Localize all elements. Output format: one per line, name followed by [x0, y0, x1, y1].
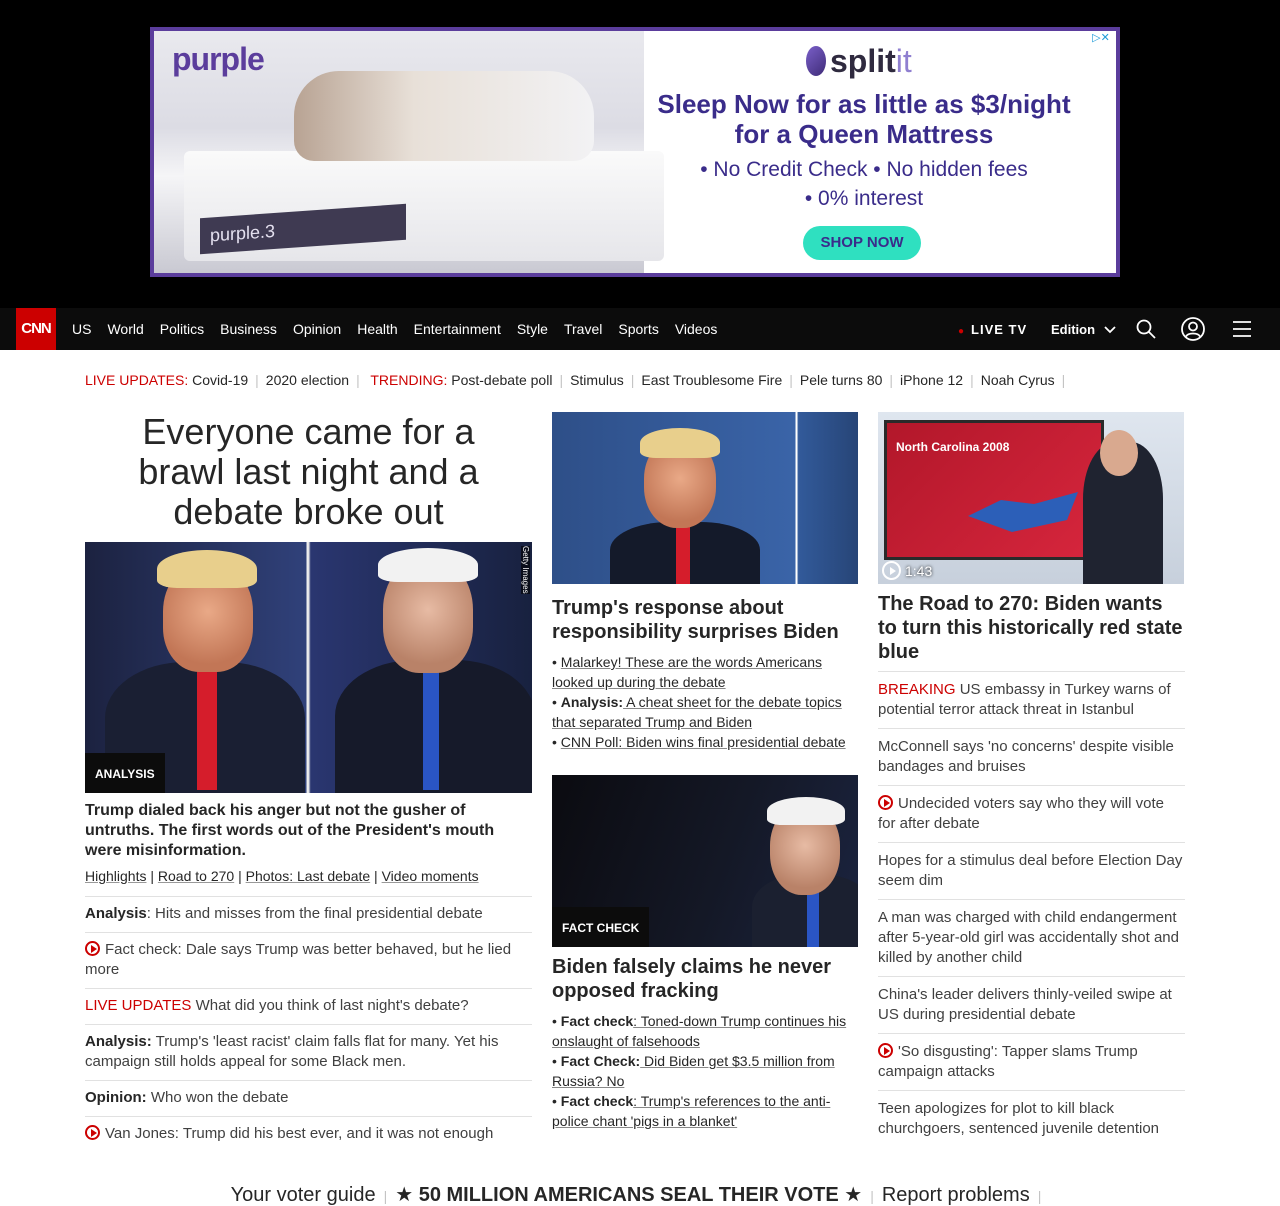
- nav-link-world[interactable]: World: [107, 321, 144, 337]
- trending-label: TRENDING:: [370, 372, 448, 388]
- nav-link-us[interactable]: US: [72, 321, 92, 337]
- top-navigation: [0, 308, 1280, 350]
- story-headline[interactable]: Trump's response about responsibility surprises Biden: [552, 597, 839, 643]
- ad-bullet: • No Credit Check • No hidden fees: [700, 158, 1028, 181]
- item-text: US embassy in Turkey warns of potential terror attack threat in Istanbul: [878, 681, 1171, 718]
- item-prefix: Analysis:: [85, 1033, 152, 1050]
- list-item[interactable]: [878, 842, 1185, 899]
- nav-link-videos[interactable]: Videos: [674, 321, 718, 337]
- duration-label: 1:43: [905, 562, 933, 579]
- voter-guide-link[interactable]: Your voter guide: [230, 1184, 376, 1206]
- trump-debate-image[interactable]: [552, 412, 858, 584]
- list-item[interactable]: [85, 932, 532, 988]
- advertisement-banner[interactable]: [150, 27, 1120, 277]
- item-prefix-sep: :: [146, 905, 151, 922]
- bullet-item[interactable]: • Fact check: Toned-down Trump continues his onslaught of falsehoods: [552, 1013, 847, 1049]
- item-text: McConnell says 'no concerns' despite visible bandages and bruises: [878, 738, 1174, 775]
- list-item[interactable]: [85, 1080, 532, 1116]
- live-tv-button[interactable]: [958, 322, 1027, 337]
- ad-shop-now-button[interactable]: SHOP NOW: [803, 226, 921, 260]
- menu-icon[interactable]: [1233, 320, 1251, 338]
- separator: |: [255, 372, 259, 388]
- item-text: Fact check: Dale says Trump was better behaved, but he lied more: [85, 941, 512, 978]
- trump-tie: [197, 670, 217, 790]
- biden-hair: [767, 797, 845, 825]
- trending-link[interactable]: Covid-19: [192, 372, 249, 388]
- separator: |: [889, 372, 894, 388]
- voter-banner-link[interactable]: ★ 50 MILLION AMERICANS SEAL THEIR VOTE ★: [395, 1184, 863, 1206]
- list-item[interactable]: [878, 1090, 1185, 1147]
- trump-hair: [157, 550, 257, 588]
- lead-headline[interactable]: Everyone came for a brawl last night and a debate broke out: [138, 411, 479, 532]
- story-headline[interactable]: The Road to 270: Biden wants to turn this historically red state blue: [878, 593, 1183, 663]
- biden-debate-image[interactable]: [552, 775, 858, 947]
- item-text: What did you think of last night's debate?: [191, 997, 469, 1014]
- story-bullets: [552, 1011, 858, 1131]
- list-item[interactable]: [878, 671, 1185, 728]
- story-bullets: [552, 652, 858, 752]
- bullet-text: A cheat sheet for the debate topics that separated Trump and Biden: [552, 694, 842, 730]
- map-title: North Carolina 2008: [896, 440, 1010, 454]
- trending-bar: [85, 372, 1072, 388]
- trending-link[interactable]: Pele turns 80: [799, 372, 883, 388]
- separator: |: [870, 1188, 874, 1204]
- nav-link-health[interactable]: Health: [357, 321, 398, 337]
- right-column: [878, 412, 1185, 1147]
- item-text: Teen apologizes for plot to kill black churchgoers, sentenced juvenile detention: [878, 1100, 1160, 1137]
- trump-hair: [640, 428, 720, 458]
- list-item[interactable]: [85, 1116, 532, 1152]
- list-item[interactable]: [878, 785, 1185, 842]
- item-text: A man was charged with child endangerment after 5-year-old girl was accidentally shot and killed by another child: [878, 909, 1179, 966]
- edition-label: Edition: [1051, 322, 1096, 337]
- right-story-list: [878, 671, 1185, 1147]
- separator: |: [1061, 372, 1066, 388]
- lead-story-list: [85, 896, 532, 1152]
- ad-base-label: purple.3: [200, 204, 406, 254]
- trump-tie: [676, 524, 690, 584]
- voter-guide-band: [0, 1182, 1280, 1206]
- live-updates-label: LIVE UPDATES: [85, 997, 192, 1014]
- list-item[interactable]: [878, 976, 1185, 1033]
- nav-link-politics[interactable]: Politics: [159, 321, 205, 337]
- separator: |: [356, 372, 360, 388]
- nav-link-sports[interactable]: Sports: [618, 321, 659, 337]
- breaking-label: BREAKING: [878, 681, 956, 698]
- related-link[interactable]: Road to 270: [157, 868, 235, 884]
- trending-link[interactable]: Post-debate poll: [451, 372, 553, 388]
- live-dot-icon: ●: [958, 326, 966, 337]
- biden-tie: [423, 670, 439, 790]
- lead-column: [85, 412, 532, 1152]
- list-item[interactable]: [878, 1033, 1185, 1090]
- nav-links: [72, 308, 733, 350]
- trending-link[interactable]: iPhone 12: [900, 372, 964, 388]
- trending-link[interactable]: East Troublesome Fire: [641, 372, 783, 388]
- middle-column: [552, 412, 858, 1131]
- item-text: 'So disgusting': Tapper slams Trump campaign attacks: [878, 1043, 1138, 1080]
- video-play-icon: [878, 1043, 893, 1058]
- item-text: China's leader delivers thinly-veiled swipe at US during presidential debate: [878, 986, 1172, 1023]
- ad-partner-name: split: [830, 43, 896, 79]
- ad-sleeper-image: [294, 71, 594, 161]
- list-item[interactable]: [878, 728, 1185, 785]
- ad-partner-logo: [806, 43, 912, 80]
- splitit-mark-icon: [806, 46, 826, 76]
- report-problems-link[interactable]: Report problems: [881, 1184, 1030, 1206]
- bullet-prefix: Fact Check:: [560, 1053, 641, 1069]
- ad-choices-icon[interactable]: ▷✕: [1086, 31, 1116, 45]
- bullet-item[interactable]: • Analysis: A cheat sheet for the debate topics that separated Trump and Biden: [552, 694, 842, 730]
- video-play-icon: [85, 1125, 100, 1140]
- bullet-prefix: Fact check: [560, 1093, 634, 1109]
- ad-brand-logo: purple: [172, 41, 264, 77]
- video-play-icon: [85, 941, 100, 956]
- bullet-prefix: Fact check: [560, 1013, 634, 1029]
- related-link[interactable]: Photos: Last debate: [245, 868, 371, 884]
- ad-headline: Sleep Now for as little as $3/night for a Queen Mattress: [657, 89, 1071, 149]
- biden-hair: [378, 548, 478, 582]
- related-link[interactable]: Highlights: [85, 868, 147, 884]
- bullet-item[interactable]: • CNN Poll: Biden wins final presidential debate: [552, 734, 846, 750]
- list-item[interactable]: [85, 896, 532, 932]
- analysis-tag: ANALYSIS: [85, 753, 165, 793]
- list-item[interactable]: [85, 1024, 532, 1080]
- ad-zone: [0, 0, 1280, 308]
- search-icon[interactable]: [1136, 319, 1156, 339]
- item-text: Hopes for a stimulus deal before Election Day seem dim: [878, 852, 1183, 889]
- bullet-text: Did Biden get $3.5 million from Russia? No: [552, 1053, 835, 1089]
- chevron-down-icon: [1104, 326, 1116, 334]
- separator: |: [383, 1188, 388, 1204]
- item-text: Undecided voters say who they will vote for after debate: [878, 795, 1164, 832]
- separator: |: [630, 372, 635, 388]
- play-icon: [882, 561, 901, 580]
- lead-related-links: Highlights | Road to 270 | Photos: Last debate | Video moments: [85, 868, 479, 884]
- bullet-text: : Toned-down Trump continues his onslaught of falsehoods: [552, 1013, 847, 1049]
- ad-bullets: [644, 155, 1084, 213]
- image-credit: Getty Images: [521, 546, 530, 594]
- nav-link-entertainment[interactable]: Entertainment: [413, 321, 501, 337]
- item-prefix: Analysis: [85, 905, 147, 922]
- item-prefix: Opinion:: [85, 1089, 147, 1106]
- list-item[interactable]: [878, 899, 1185, 976]
- ad-photo: [154, 31, 644, 273]
- bullet-item[interactable]: • Fact check: Trump's references to the anti-police chant 'pigs in a blanket': [552, 1093, 831, 1129]
- cnn-logo[interactable]: CNN: [16, 308, 56, 350]
- ad-bullet: • 0% interest: [804, 187, 924, 210]
- lead-image[interactable]: [85, 542, 532, 793]
- lead-subheadline[interactable]: Trump dialed back his anger but not the gusher of untruths. The first words out of the President's mouth were misinformation.: [85, 802, 495, 859]
- bullet-item[interactable]: • Malarkey! These are the words Americans looked up during the debate: [552, 654, 822, 690]
- live-updates-label: LIVE UPDATES:: [85, 372, 189, 388]
- separator: |: [789, 372, 793, 388]
- item-text: Who won the debate: [146, 1089, 289, 1106]
- item-text: Hits and misses from the final presidential debate: [150, 905, 483, 922]
- nav-link-business[interactable]: Business: [220, 321, 277, 337]
- video-duration: [882, 561, 932, 580]
- trending-link[interactable]: Noah Cyrus: [980, 372, 1055, 388]
- nav-link-travel[interactable]: Travel: [563, 321, 603, 337]
- item-text: Trump's 'least racist' claim falls flat for many. Yet his campaign still holds appeal for some Black men.: [85, 1033, 499, 1070]
- bullet-text: CNN Poll: Biden wins final presidential debate: [560, 734, 846, 750]
- video-play-icon: [878, 795, 893, 810]
- bullet-item[interactable]: • Fact Check: Did Biden get $3.5 million from Russia? No: [552, 1053, 835, 1089]
- related-link[interactable]: Video moments: [381, 868, 479, 884]
- live-tv-label: LIVE TV: [971, 322, 1028, 337]
- user-icon[interactable]: [1181, 317, 1205, 341]
- biden-tie: [807, 890, 819, 947]
- trending-link[interactable]: Stimulus: [570, 372, 624, 388]
- bullet-prefix: Analysis:: [560, 694, 624, 710]
- separator: |: [970, 372, 974, 388]
- nav-link-style[interactable]: Style: [516, 321, 548, 337]
- bullet-text: : Trump's references to the anti-police chant 'pigs in a blanket': [552, 1093, 831, 1129]
- item-text: Van Jones: Trump did his best ever, and it was not enough: [105, 1125, 494, 1142]
- trending-link[interactable]: 2020 election: [265, 372, 350, 388]
- edition-dropdown[interactable]: [1051, 322, 1116, 337]
- separator: |: [559, 372, 564, 388]
- bullet-text: Malarkey! These are the words Americans looked up during the debate: [552, 654, 822, 690]
- list-item[interactable]: [85, 988, 532, 1024]
- ad-partner-suffix: it: [895, 43, 912, 79]
- fact-check-tag: FACT CHECK: [552, 907, 649, 947]
- story-headline[interactable]: Biden falsely claims he never opposed fracking: [552, 956, 832, 1002]
- road-to-270-video[interactable]: [878, 412, 1184, 584]
- nav-link-opinion[interactable]: Opinion: [292, 321, 342, 337]
- presenter-head: [1100, 430, 1138, 476]
- separator: |: [1037, 1188, 1042, 1204]
